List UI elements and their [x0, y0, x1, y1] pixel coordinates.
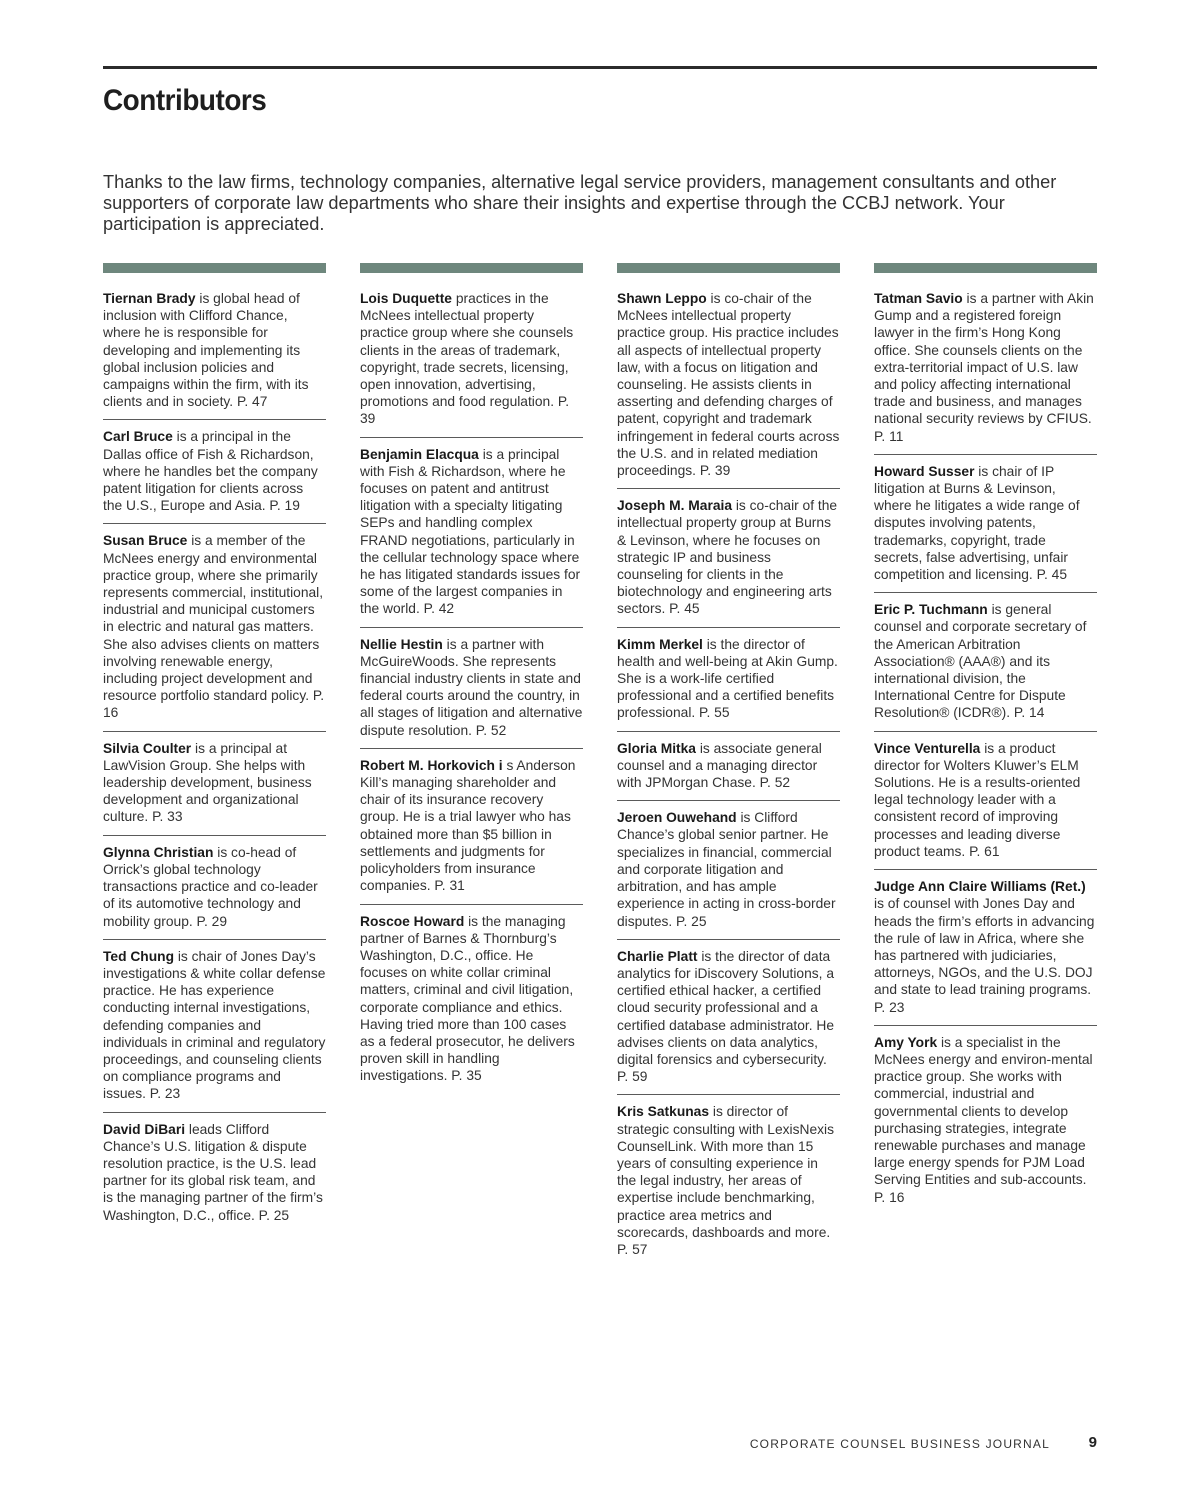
contributor-bio: is a principal at LawVision Group. She helps with leadership development, business development and organizational culture. P. 33	[103, 740, 312, 825]
contributor-bio: is the director of data analytics for iDiscovery Solutions, a certified ethical hacker, a certified cloud security professional and a certified database administrator. He advises clients on data analytics, digital forensics and cybersecurity. P. 59	[617, 948, 835, 1085]
contributor-bio: is a member of the McNees energy and environmental practice group, where she primarily represents commercial, institutional, industrial and municipal customers in electric and natural gas matters. She also advises clients on matters involving renewable energy, including project development and resource portfolio standard policy. P. 16	[103, 533, 325, 721]
contributor-bio: leads Clifford Chance’s U.S. litigation & dispute resolution practice, is the U.S. lead partner for its global risk team, and is the managing partner of the firm’s Washington, D.C., office. P. 25	[103, 1121, 323, 1223]
contributor-bio: is the managing partner of Barnes & Thornburg’s Washington, D.C., office. He focuses on white collar criminal matters, criminal and civil litigation, corporate compliance and ethics. Having tried more than 100 cases as a federal prosecutor, he delivers proven skill in handling investigations. P. 35	[360, 913, 575, 1084]
contributor-bio: is a specialist in the McNees energy and environ-mental practice group. She works with commercial, industrial and governmental clients to develop purchasing strategies, integrate renewable purchases and manage large energy spends for PJM Load Serving Entities and sub-accounts. P. 16	[874, 1034, 1093, 1205]
contributor-entry	[103, 523, 326, 730]
contributor-entry	[103, 1112, 326, 1233]
contributor-bio: is of counsel with Jones Day and heads the firm’s efforts in advancing the rule of law in Africa, where she has partnered with judiciaries, attorneys, NGOs, and the U.S. DOJ and state to lead training programs. P. 23	[874, 896, 1095, 1015]
page-number: 9	[1088, 1434, 1097, 1451]
contributor-entry	[874, 731, 1097, 869]
column-2	[360, 263, 583, 1094]
contributors-columns	[103, 263, 1097, 1353]
contributor-name: Howard Susser	[874, 463, 975, 479]
contributor-name: Charlie Platt	[617, 948, 698, 964]
contributor-entry	[874, 290, 1097, 454]
contributor-entry	[360, 904, 583, 1094]
contributor-entry	[103, 835, 326, 939]
column-accent-bar	[874, 263, 1097, 273]
footer-publication: CORPORATE COUNSEL BUSINESS JOURNAL	[749, 1437, 1050, 1451]
contributor-name: Gloria Mitka	[617, 740, 696, 756]
contributor-entry	[360, 748, 583, 904]
contributor-bio: is chair of Jones Day’s investigations & white collar defense practice. He has experience conducting internal investigations, defending companies and individuals in criminal and regulatory proceedings, and counseling clients on compliance programs and issues. P. 23	[103, 948, 326, 1102]
contributor-name: Carl Bruce	[103, 429, 173, 445]
contributor-name: Jeroen Ouwehand	[617, 810, 737, 826]
contributor-entry	[617, 1094, 840, 1267]
contributor-entry	[103, 939, 326, 1112]
column-accent-bar	[103, 263, 326, 273]
page-title: Contributors	[103, 84, 267, 117]
contributor-entry	[360, 290, 583, 437]
column-entries	[103, 290, 326, 1233]
contributor-bio: is the director of health and well-being at Akin Gump. She is a work-life certified professional and a certified benefits professional. P. 55	[617, 636, 838, 721]
intro-paragraph: Thanks to the law firms, technology companies, alternative legal service providers, management consultants and other supporters of corporate law departments who share their insights and expertise through the CCBJ network. Your participation is appreciated.	[103, 172, 1057, 234]
contributor-name: Nellie Hestin	[360, 636, 443, 652]
contributor-name: Lois Duquette	[360, 291, 452, 306]
contributor-bio: is general counsel and corporate secretary of the American Arbitration Association® (AAA®) and its international division, the International Centre for Dispute Resolution® (ICDR®). P. 14	[874, 602, 1087, 721]
contributor-entry	[360, 437, 583, 627]
contributor-name: Tatman Savio	[874, 291, 963, 306]
contributor-name: Joseph M. Maraia	[617, 498, 733, 514]
contributor-bio: is a partner with McGuireWoods. She represents financial industry clients in state and federal courts around the country, in all stages of litigation and alternative dispute resolution. P. 52	[360, 636, 583, 738]
contributor-name: Judge Ann Claire Williams (Ret.)	[874, 879, 1086, 895]
contributor-entry	[617, 488, 840, 626]
contributor-name: Amy York	[874, 1034, 938, 1050]
contributor-name: Benjamin Elacqua	[360, 446, 479, 462]
contributor-entry	[103, 290, 326, 419]
column-1	[103, 263, 326, 1233]
contributor-entry	[874, 869, 1097, 1025]
contributor-name: Glynna Christian	[103, 844, 214, 860]
contributor-entry	[874, 454, 1097, 592]
contributor-name: Shawn Leppo	[617, 291, 707, 306]
contributor-name: Eric P. Tuchmann	[874, 602, 988, 618]
contributor-bio: is a product director for Wolters Kluwer’s ELM Solutions. He is a results-oriented legal technology leader with a consistent record of improving processes and leading diverse product teams. P. 61	[874, 740, 1081, 859]
contributor-bio: is a principal in the Dallas office of Fish & Richardson, where he handles bet the company patent litigation for clients across the U.S., Europe and Asia. P. 19	[103, 429, 318, 514]
contributor-entry	[874, 1025, 1097, 1215]
column-entries	[617, 290, 840, 1267]
contributor-bio: is co-chair of the intellectual property group at Burns & Levinson, where he focuses on strategic IP and business counseling for clients in the biotechnology and engineering arts sectors. P. 45	[617, 498, 838, 617]
contributor-entry	[617, 800, 840, 938]
contributor-name: Kris Satkunas	[617, 1104, 710, 1120]
contributor-name: Tiernan Brady	[103, 291, 196, 306]
contributor-bio: is a partner with Akin Gump and a registered foreign lawyer in the firm’s Hong Kong office. She counsels clients on the extra-territorial impact of U.S. law and policy affecting international trade and business, and manages national security reviews by CFIUS. P. 11	[874, 291, 1094, 444]
contributor-entry	[360, 627, 583, 748]
contributor-name: Vince Venturella	[874, 740, 981, 756]
contributor-name: Susan Bruce	[103, 533, 188, 549]
contributor-entry	[617, 731, 840, 801]
column-entries	[874, 290, 1097, 1215]
contributor-bio: is global head of inclusion with Clifford Chance, where he is responsible for developing and implementing its global inclusion policies and campaigns within the firm, with its clients and in society. P. 47	[103, 291, 309, 410]
top-rule	[103, 66, 1097, 69]
contributor-bio: s Anderson Kill’s managing shareholder and chair of its insurance recovery group. He is a trial lawyer who has obtained more than $5 billion in settlements and judgments for policyholders from insurance companies. P. 31	[360, 757, 576, 894]
column-4	[874, 263, 1097, 1215]
contributor-entry	[617, 290, 840, 488]
contributor-name: Silvia Coulter	[103, 740, 192, 756]
contributor-bio: is co-head of Orrick’s global technology transactions practice and co-leader of its automotive technology and mobility group. P. 29	[103, 844, 318, 929]
contributor-bio: is a principal with Fish & Richardson, where he focuses on patent and antitrust litigation with a specialty litigating SEPs and handling complex FRAND negotiations, particularly in the cellular technology space where he has litigated standards issues for some of the largest companies in the world. P. 42	[360, 446, 581, 617]
contributor-bio: practices in the McNees intellectual property practice group where she counsels clients in the areas of trademark, copyright, trade secrets, licensing, open innovation, advertising, promotions and food regulation. P. 39	[360, 291, 574, 427]
contributor-entry	[617, 627, 840, 731]
contributor-name: David DiBari	[103, 1121, 186, 1137]
contributor-bio: is Clifford Chance’s global senior partner. He specializes in financial, commercial and corporate litigation and arbitration, and has ample experience in acting in cross-border disputes. P. 25	[617, 810, 836, 929]
contributor-bio: is associate general counsel and a managing director with JPMorgan Chase. P. 52	[617, 740, 822, 791]
contributor-entry	[103, 731, 326, 835]
contributor-name: Ted Chung	[103, 948, 175, 964]
contributor-entry	[874, 592, 1097, 730]
contributor-name: Robert M. Horkovich i	[360, 757, 503, 773]
column-entries	[360, 290, 583, 1094]
contributor-bio: is co-chair of the McNees intellectual property practice group. His practice includes all aspects of intellectual property law, with a focus on litigation and counseling. He assists clients in asserting and defending charges of patent, copyright and trademark infringement in federal courts across the U.S. and in related mediation proceedings. P. 39	[617, 291, 840, 479]
contributor-name: Kimm Merkel	[617, 636, 703, 652]
contributor-name: Roscoe Howard	[360, 913, 465, 929]
contributor-entry	[103, 419, 326, 523]
column-accent-bar	[360, 263, 583, 273]
contributor-entry	[617, 939, 840, 1095]
column-accent-bar	[617, 263, 840, 273]
contributor-bio: is director of strategic consulting with LexisNexis CounselLink. With more than 15 years of consulting experience in the legal industry, her areas of expertise include benchmarking, practice area metrics and scorecards, dashboards and more. P. 57	[617, 1104, 835, 1257]
contributor-bio: is chair of IP litigation at Burns & Levinson, where he litigates a wide range of disputes involving patents, trademarks, copyright, trade secrets, false advertising, unfair competition and licensing. P. 45	[874, 463, 1080, 583]
column-3	[617, 263, 840, 1267]
